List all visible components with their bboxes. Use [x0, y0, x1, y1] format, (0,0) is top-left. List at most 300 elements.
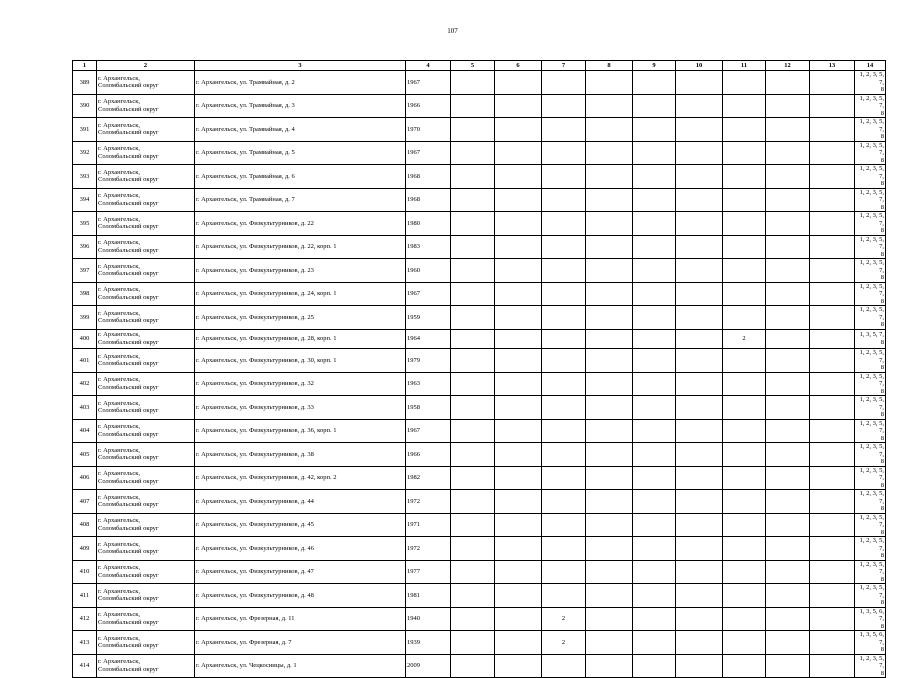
cell-col-12 — [766, 165, 810, 189]
cell-col-8 — [586, 71, 633, 95]
cell-col-11 — [723, 396, 766, 420]
cell-col-11 — [723, 188, 766, 212]
cell-line: 1, 2, 3, 5, 7, — [859, 165, 884, 180]
cell-col-11 — [723, 654, 766, 678]
table-row — [73, 141, 886, 165]
column-header-8: 8 — [586, 61, 633, 71]
table-row — [73, 372, 886, 396]
cell-col-11 — [723, 466, 766, 490]
cell-col-6 — [495, 419, 542, 443]
cell-col-6 — [495, 118, 542, 142]
cell-codes — [855, 282, 886, 306]
cell-district — [97, 259, 195, 283]
cell-col-6 — [495, 235, 542, 259]
cell-col-6 — [495, 306, 542, 330]
cell-col-12 — [766, 607, 810, 631]
cell-district — [97, 631, 195, 655]
cell-col-8 — [586, 513, 633, 537]
cell-col-13 — [810, 560, 855, 584]
cell-col-12 — [766, 94, 810, 118]
cell-col-13 — [810, 349, 855, 373]
cell-codes — [855, 631, 886, 655]
table-row — [73, 165, 886, 189]
cell-col-5 — [451, 259, 495, 283]
table-row — [73, 71, 886, 95]
cell-col-8 — [586, 443, 633, 467]
cell-line: 8 — [880, 575, 884, 583]
cell-address: г. Архангельск, ул. Чецкосиицы, д. 1 — [195, 654, 406, 678]
cell-line: 8 — [880, 227, 884, 234]
cell-codes — [855, 466, 886, 490]
cell-line: 1, 2, 3, 5, 7, — [859, 235, 884, 250]
cell-col-12 — [766, 235, 810, 259]
cell-district — [97, 235, 195, 259]
cell-line: Соломбальский округ — [98, 477, 159, 485]
cell-line: 8 — [880, 364, 884, 371]
cell-col-5 — [451, 513, 495, 537]
cell-col-5 — [451, 141, 495, 165]
cell-line: 8 — [880, 434, 884, 442]
cell-line: 1, 2, 3, 5, 7, — [859, 306, 884, 321]
cell-line: 8 — [880, 133, 884, 140]
cell-line: г. Архангельск, — [98, 262, 140, 270]
cell-col-13 — [810, 212, 855, 236]
cell-col-11 — [723, 94, 766, 118]
cell-col-8 — [586, 537, 633, 561]
cell-year: 2009 — [406, 654, 451, 678]
cell-col-9 — [633, 118, 676, 142]
cell-line: г. Архангельск, — [98, 658, 140, 666]
cell-col-13 — [810, 396, 855, 420]
cell-col-8 — [586, 282, 633, 306]
cell-line: Соломбальский округ — [98, 129, 159, 137]
cell-address: г. Архангельск, ул. Физкультурников, д. 22 — [195, 212, 406, 236]
cell-col-10 — [676, 329, 723, 349]
cell-line: г. Архангельск, — [98, 145, 140, 153]
cell-number: 396 — [73, 235, 97, 259]
table-row — [73, 329, 886, 349]
cell-address: г. Архангельск, ул. Физкультурников, д. 33 — [195, 396, 406, 420]
cell-col-12 — [766, 71, 810, 95]
cell-col-13 — [810, 259, 855, 283]
cell-col-7 — [542, 490, 586, 514]
cell-codes — [855, 560, 886, 584]
cell-col-11 — [723, 537, 766, 561]
cell-line: 8 — [880, 552, 884, 559]
cell-year: 1977 — [406, 560, 451, 584]
cell-number: 402 — [73, 372, 97, 396]
cell-col-12 — [766, 560, 810, 584]
cell-col-8 — [586, 490, 633, 514]
cell-line: 1, 2, 3, 5, 7, — [859, 654, 884, 669]
cell-col-6 — [495, 188, 542, 212]
cell-year: 1970 — [406, 118, 451, 142]
cell-col-12 — [766, 372, 810, 396]
cell-codes — [855, 372, 886, 396]
cell-col-12 — [766, 188, 810, 212]
cell-col-8 — [586, 165, 633, 189]
cell-district — [97, 466, 195, 490]
cell-col-10 — [676, 419, 723, 443]
cell-col-7 — [542, 71, 586, 95]
cell-line: 1, 2, 3, 5, 7, — [859, 259, 884, 274]
cell-line: г. Архангельск, — [98, 352, 140, 360]
cell-line: г. Архангельск, — [98, 517, 140, 525]
cell-number: 397 — [73, 259, 97, 283]
cell-number: 400 — [73, 329, 97, 349]
cell-line: г. Архангельск, — [98, 239, 140, 247]
cell-number: 401 — [73, 349, 97, 373]
cell-col-12 — [766, 282, 810, 306]
cell-address: г. Архангельск, ул. Физкультурников, д. 47 — [195, 560, 406, 584]
cell-col-7 — [542, 560, 586, 584]
cell-col-5 — [451, 584, 495, 608]
cell-line: г. Архангельск, — [98, 611, 140, 619]
cell-codes — [855, 537, 886, 561]
cell-district — [97, 329, 195, 349]
cell-year: 1967 — [406, 141, 451, 165]
cell-col-10 — [676, 443, 723, 467]
cell-year: 1964 — [406, 329, 451, 349]
cell-col-11 — [723, 490, 766, 514]
cell-address: г. Архангельск, ул. Физкультурников, д. 48 — [195, 584, 406, 608]
cell-col-8 — [586, 94, 633, 118]
cell-col-6 — [495, 654, 542, 678]
cell-year: 1939 — [406, 631, 451, 655]
cell-year: 1979 — [406, 349, 451, 373]
cell-col-5 — [451, 607, 495, 631]
cell-col-8 — [586, 466, 633, 490]
cell-col-6 — [495, 141, 542, 165]
cell-col-12 — [766, 466, 810, 490]
cell-line: 1, 2, 3, 5, 7, — [859, 443, 884, 458]
cell-col-9 — [633, 466, 676, 490]
column-header-7: 7 — [542, 61, 586, 71]
cell-year: 1967 — [406, 71, 451, 95]
cell-col-6 — [495, 443, 542, 467]
cell-district — [97, 584, 195, 608]
cell-col-6 — [495, 282, 542, 306]
cell-line: 1, 2, 3, 5, 7, — [859, 141, 884, 156]
cell-district — [97, 372, 195, 396]
cell-line: 8 — [880, 622, 884, 630]
cell-col-11 — [723, 235, 766, 259]
table-row — [73, 490, 886, 514]
cell-col-11 — [723, 372, 766, 396]
cell-line: 8 — [880, 274, 884, 281]
cell-district — [97, 513, 195, 537]
page-number: 107 — [447, 27, 458, 35]
cell-line: 1, 2, 3, 5, 7, — [859, 212, 884, 227]
cell-line: 1, 2, 3, 5, 7, — [859, 466, 884, 481]
cell-line: г. Архангельск, — [98, 587, 140, 595]
cell-col-11 — [723, 513, 766, 537]
cell-col-8 — [586, 329, 633, 349]
cell-address: г. Архангельск, ул. Физкультурников, д. 38 — [195, 443, 406, 467]
cell-col-12 — [766, 118, 810, 142]
cell-col-13 — [810, 490, 855, 514]
cell-district — [97, 607, 195, 631]
cell-col-10 — [676, 537, 723, 561]
cell-col-13 — [810, 513, 855, 537]
cell-col-6 — [495, 212, 542, 236]
cell-codes — [855, 513, 886, 537]
cell-col-11 — [723, 259, 766, 283]
cell-col-13 — [810, 71, 855, 95]
cell-address: г. Архангельск, ул. Физкультурников, д. 30, корп. 1 — [195, 349, 406, 373]
cell-col-6 — [495, 560, 542, 584]
cell-col-6 — [495, 490, 542, 514]
cell-address: г. Архангельск, ул. Физкультурников, д. 22, корп. 1 — [195, 235, 406, 259]
cell-line: г. Архангельск, — [98, 376, 140, 384]
cell-district — [97, 306, 195, 330]
cell-col-7 — [542, 118, 586, 142]
cell-codes — [855, 349, 886, 373]
cell-col-5 — [451, 165, 495, 189]
cell-col-5 — [451, 419, 495, 443]
cell-col-8 — [586, 560, 633, 584]
cell-line: Соломбальский округ — [98, 199, 159, 207]
cell-number: 403 — [73, 396, 97, 420]
cell-line: 1, 2, 3, 5, 7, — [859, 71, 884, 86]
cell-col-9 — [633, 259, 676, 283]
cell-number: 392 — [73, 141, 97, 165]
cell-col-6 — [495, 329, 542, 349]
cell-col-10 — [676, 165, 723, 189]
cell-number: 404 — [73, 419, 97, 443]
cell-address: г. Архангельск, ул. Фрезерная, д. 7 — [195, 631, 406, 655]
cell-col-11 — [723, 560, 766, 584]
cell-col-8 — [586, 188, 633, 212]
cell-col-11 — [723, 584, 766, 608]
cell-year: 1981 — [406, 584, 451, 608]
cell-line: 8 — [880, 528, 884, 536]
cell-col-5 — [451, 329, 495, 349]
cell-number: 399 — [73, 306, 97, 330]
cell-line: г. Архангельск, — [98, 168, 140, 176]
cell-col-13 — [810, 372, 855, 396]
cell-col-8 — [586, 349, 633, 373]
cell-line: г. Архангельск, — [98, 121, 140, 129]
cell-col-5 — [451, 443, 495, 467]
cell-line: 1, 2, 3, 5, 7, — [859, 396, 884, 411]
cell-col-12 — [766, 259, 810, 283]
cell-col-6 — [495, 607, 542, 631]
cell-col-10 — [676, 654, 723, 678]
cell-district — [97, 396, 195, 420]
cell-col-7 — [542, 235, 586, 259]
cell-number: 413 — [73, 631, 97, 655]
cell-col-9 — [633, 490, 676, 514]
cell-district — [97, 490, 195, 514]
cell-col-5 — [451, 466, 495, 490]
cell-year: 1966 — [406, 94, 451, 118]
cell-col-6 — [495, 513, 542, 537]
cell-codes — [855, 94, 886, 118]
cell-line: Соломбальский округ — [98, 501, 159, 509]
cell-number: 395 — [73, 212, 97, 236]
cell-col-13 — [810, 443, 855, 467]
cell-col-13 — [810, 306, 855, 330]
cell-year: 1968 — [406, 165, 451, 189]
cell-col-5 — [451, 235, 495, 259]
cell-line: Соломбальский округ — [98, 223, 159, 231]
cell-col-7 — [542, 584, 586, 608]
cell-district — [97, 165, 195, 189]
cell-address: г. Архангельск, ул. Физкультурников, д. 36, корп. 1 — [195, 419, 406, 443]
cell-number: 406 — [73, 466, 97, 490]
cell-col-11 — [723, 419, 766, 443]
cell-line: г. Архангельск, — [98, 331, 140, 339]
cell-line: г. Архангельск, — [98, 399, 140, 407]
table-row — [73, 560, 886, 584]
cell-col-11 — [723, 118, 766, 142]
cell-line: Соломбальский округ — [98, 82, 159, 90]
cell-line: г. Архангельск, — [98, 540, 140, 548]
cell-col-9 — [633, 71, 676, 95]
cell-number: 408 — [73, 513, 97, 537]
cell-line: Соломбальский округ — [98, 360, 159, 368]
cell-col-9 — [633, 94, 676, 118]
cell-line: Соломбальский округ — [98, 454, 159, 462]
cell-address: г. Архангельск, ул. Трамвайная, д. 4 — [195, 118, 406, 142]
cell-col-10 — [676, 94, 723, 118]
cell-year: 1940 — [406, 607, 451, 631]
cell-year: 1971 — [406, 513, 451, 537]
cell-col-13 — [810, 141, 855, 165]
cell-codes — [855, 141, 886, 165]
cell-line: Соломбальский округ — [98, 642, 159, 650]
cell-address: г. Архангельск, ул. Трамвайная, д. 2 — [195, 71, 406, 95]
cell-district — [97, 560, 195, 584]
cell-col-12 — [766, 537, 810, 561]
cell-col-13 — [810, 118, 855, 142]
cell-col-5 — [451, 490, 495, 514]
cell-codes — [855, 235, 886, 259]
cell-col-11 — [723, 212, 766, 236]
cell-col-13 — [810, 631, 855, 655]
cell-number: 390 — [73, 94, 97, 118]
cell-col-11 — [723, 165, 766, 189]
cell-district — [97, 71, 195, 95]
cell-codes — [855, 607, 886, 631]
cell-col-8 — [586, 607, 633, 631]
cell-year: 1980 — [406, 212, 451, 236]
cell-col-12 — [766, 490, 810, 514]
cell-line: Соломбальский округ — [98, 246, 159, 254]
cell-line: 8 — [880, 156, 884, 164]
cell-line: Соломбальский округ — [98, 430, 159, 438]
cell-col-9 — [633, 188, 676, 212]
cell-col-6 — [495, 165, 542, 189]
cell-col-9 — [633, 372, 676, 396]
column-header-12: 12 — [766, 61, 810, 71]
table-row — [73, 396, 886, 420]
cell-number: 389 — [73, 71, 97, 95]
column-header-2: 2 — [97, 61, 195, 71]
cell-col-12 — [766, 584, 810, 608]
cell-year: 1959 — [406, 306, 451, 330]
cell-col-10 — [676, 235, 723, 259]
cell-line: 1, 2, 3, 5, 7, — [859, 513, 884, 528]
column-header-5: 5 — [451, 61, 495, 71]
cell-col-6 — [495, 349, 542, 373]
cell-address: г. Архангельск, ул. Физкультурников, д. 25 — [195, 306, 406, 330]
cell-line: 1, 2, 3, 5, 7, — [859, 94, 884, 109]
table-row — [73, 306, 886, 330]
cell-col-8 — [586, 584, 633, 608]
cell-number: 391 — [73, 118, 97, 142]
cell-col-9 — [633, 329, 676, 349]
cell-codes — [855, 584, 886, 608]
cell-col-8 — [586, 212, 633, 236]
cell-codes — [855, 419, 886, 443]
cell-col-12 — [766, 443, 810, 467]
cell-col-7 — [542, 212, 586, 236]
cell-address: г. Архангельск, ул. Трамвайная, д. 5 — [195, 141, 406, 165]
cell-number: 409 — [73, 537, 97, 561]
cell-col-12 — [766, 419, 810, 443]
cell-line: Соломбальский округ — [98, 176, 159, 184]
cell-col-7 — [542, 396, 586, 420]
cell-address: г. Архангельск, ул. Физкультурников, д. 23 — [195, 259, 406, 283]
cell-address: г. Архангельск, ул. Физкультурников, д. 28, корп. 1 — [195, 329, 406, 349]
cell-col-9 — [633, 513, 676, 537]
cell-year: 1960 — [406, 259, 451, 283]
cell-col-12 — [766, 631, 810, 655]
cell-year: 1972 — [406, 537, 451, 561]
cell-col-5 — [451, 537, 495, 561]
cell-line: Соломбальский округ — [98, 383, 159, 391]
cell-col-7 — [542, 513, 586, 537]
cell-col-9 — [633, 443, 676, 467]
cell-number: 407 — [73, 490, 97, 514]
column-header-4: 4 — [406, 61, 451, 71]
cell-col-7: 2 — [542, 607, 586, 631]
cell-line: 1, 2, 3, 5, 7, — [859, 372, 884, 387]
cell-district — [97, 537, 195, 561]
cell-col-12 — [766, 396, 810, 420]
cell-col-5 — [451, 306, 495, 330]
table-row — [73, 212, 886, 236]
column-header-3: 3 — [195, 61, 406, 71]
cell-col-13 — [810, 94, 855, 118]
cell-line: Соломбальский округ — [98, 571, 159, 579]
cell-col-9 — [633, 560, 676, 584]
cell-col-6 — [495, 372, 542, 396]
cell-line: Соломбальский округ — [98, 618, 159, 626]
cell-codes — [855, 654, 886, 678]
cell-col-10 — [676, 560, 723, 584]
cell-col-10 — [676, 141, 723, 165]
cell-col-9 — [633, 349, 676, 373]
cell-district — [97, 94, 195, 118]
cell-district — [97, 419, 195, 443]
cell-codes — [855, 118, 886, 142]
cell-col-6 — [495, 259, 542, 283]
cell-line: Соломбальский округ — [98, 548, 159, 556]
cell-col-6 — [495, 537, 542, 561]
cell-col-11 — [723, 349, 766, 373]
table-row — [73, 443, 886, 467]
cell-line: г. Архангельск, — [98, 286, 140, 294]
cell-district — [97, 654, 195, 678]
table-row — [73, 607, 886, 631]
cell-line: 8 — [880, 321, 884, 328]
table-row — [73, 631, 886, 655]
cell-col-11 — [723, 631, 766, 655]
column-header-6: 6 — [495, 61, 542, 71]
